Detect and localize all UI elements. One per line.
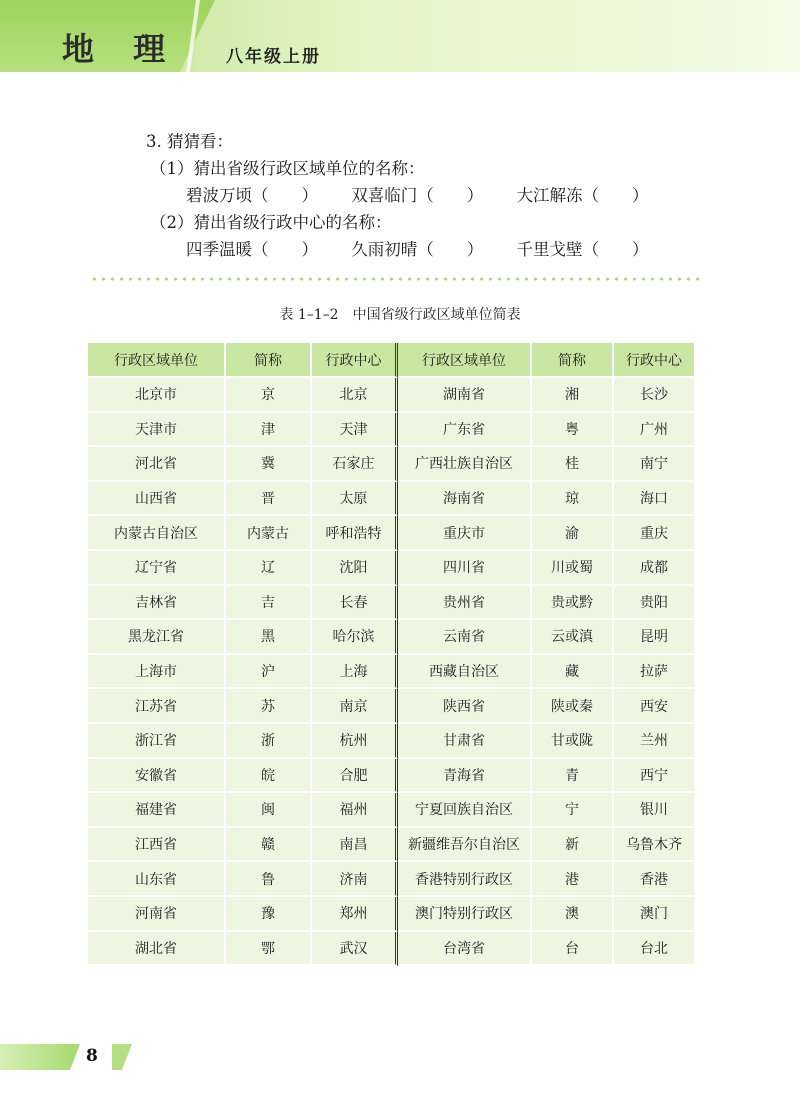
table-cell: 香港特别行政区 <box>398 862 532 897</box>
table-cell: 哈尔滨 <box>312 620 398 655</box>
table-row <box>88 897 696 932</box>
footer-slab <box>0 1044 80 1070</box>
table-cell: 河北省 <box>88 447 226 482</box>
table-cell: 辽宁省 <box>88 551 226 586</box>
table-cell: 长春 <box>312 586 398 621</box>
table-cell: 贵州省 <box>398 586 532 621</box>
table-header-cell: 行政中心 <box>312 343 398 378</box>
grade-label: 八年级上册 <box>226 47 321 67</box>
table-row <box>88 828 696 863</box>
table-cell: 山西省 <box>88 482 226 517</box>
table-cell: 天津市 <box>88 413 226 448</box>
table-cell: 乌鲁木齐 <box>614 828 696 863</box>
table-row <box>88 551 696 586</box>
table-cell: 藏 <box>532 655 614 690</box>
table-cell: 北京 <box>312 378 398 413</box>
table-cell: 青 <box>532 759 614 794</box>
table-cell: 鲁 <box>226 862 312 897</box>
question-part2-items <box>146 236 677 263</box>
table-cell: 沈阳 <box>312 551 398 586</box>
table-caption-number: 表 1–1–2 <box>279 307 339 323</box>
table-cell: 陕或秦 <box>532 689 614 724</box>
table-cell: 云南省 <box>398 620 532 655</box>
riddle-item: 双喜临门（ ） <box>351 186 484 205</box>
table-cell: 湖南省 <box>398 378 532 413</box>
table-cell: 上海 <box>312 655 398 690</box>
table-cell: 渝 <box>532 516 614 551</box>
table-cell: 苏 <box>226 689 312 724</box>
riddle-item: 久雨初晴（ ） <box>351 240 484 259</box>
table-cell: 浙江省 <box>88 724 226 759</box>
table-cell: 昆明 <box>614 620 696 655</box>
province-table <box>88 343 696 966</box>
table-body <box>88 378 696 966</box>
table-cell: 海口 <box>614 482 696 517</box>
table-cell: 川或蜀 <box>532 551 614 586</box>
question-title: 3. 猜猜看： <box>146 132 233 151</box>
table-cell: 澳门 <box>614 897 696 932</box>
table-cell: 广西壮族自治区 <box>398 447 532 482</box>
table-cell: 广东省 <box>398 413 532 448</box>
table-cell: 湘 <box>532 378 614 413</box>
table-cell: 贵或黔 <box>532 586 614 621</box>
table-cell: 北京市 <box>88 378 226 413</box>
table-header-cell: 行政区域单位 <box>88 343 226 378</box>
page-number: 8 <box>86 1046 98 1066</box>
table-cell: 兰州 <box>614 724 696 759</box>
table-cell: 上海市 <box>88 655 226 690</box>
table-cell: 合肥 <box>312 759 398 794</box>
table-cell: 西安 <box>614 689 696 724</box>
table-cell: 广州 <box>614 413 696 448</box>
table-row <box>88 620 696 655</box>
table-cell: 冀 <box>226 447 312 482</box>
table-row <box>88 413 696 448</box>
table-cell: 吉 <box>226 586 312 621</box>
table-row <box>88 447 696 482</box>
table-cell: 杭州 <box>312 724 398 759</box>
table-cell: 银川 <box>614 793 696 828</box>
table-header-cell: 行政区域单位 <box>398 343 532 378</box>
footer-tail <box>112 1044 132 1070</box>
riddle-item: 千里戈壁（ ） <box>516 240 649 259</box>
table-cell: 西藏自治区 <box>398 655 532 690</box>
table-cell: 南昌 <box>312 828 398 863</box>
table-cell: 黑 <box>226 620 312 655</box>
question-part1-items <box>146 182 677 209</box>
table-cell: 台湾省 <box>398 932 532 967</box>
table-cell: 皖 <box>226 759 312 794</box>
table-caption-title: 中国省级行政区域单位简表 <box>352 307 521 323</box>
table-row <box>88 862 696 897</box>
table-cell: 四川省 <box>398 551 532 586</box>
table-row <box>88 759 696 794</box>
table-header-cell: 简称 <box>226 343 312 378</box>
table-cell: 沪 <box>226 655 312 690</box>
table-cell: 山东省 <box>88 862 226 897</box>
table-cell: 南京 <box>312 689 398 724</box>
table-cell: 闽 <box>226 793 312 828</box>
table-cell: 江西省 <box>88 828 226 863</box>
table-cell: 拉萨 <box>614 655 696 690</box>
table-header-cell: 行政中心 <box>614 343 696 378</box>
table-cell: 重庆 <box>614 516 696 551</box>
table-cell: 宁夏回族自治区 <box>398 793 532 828</box>
table-cell: 津 <box>226 413 312 448</box>
dotted-divider <box>90 277 700 281</box>
table-cell: 港 <box>532 862 614 897</box>
table-caption <box>0 304 800 324</box>
table-cell: 石家庄 <box>312 447 398 482</box>
table-header-row <box>88 343 696 378</box>
table-cell: 台北 <box>614 932 696 967</box>
riddle-item: 碧波万顷（ ） <box>186 186 318 205</box>
table-cell: 陕西省 <box>398 689 532 724</box>
table-cell: 京 <box>226 378 312 413</box>
table-cell: 呼和浩特 <box>312 516 398 551</box>
table-cell: 桂 <box>532 447 614 482</box>
table-cell: 辽 <box>226 551 312 586</box>
table-cell: 贵阳 <box>614 586 696 621</box>
table-row <box>88 793 696 828</box>
table-cell: 浙 <box>226 724 312 759</box>
table-cell: 香港 <box>614 862 696 897</box>
table-header-cell: 简称 <box>532 343 614 378</box>
table-cell: 湖北省 <box>88 932 226 967</box>
table-cell: 成都 <box>614 551 696 586</box>
table-cell: 江苏省 <box>88 689 226 724</box>
table-cell: 太原 <box>312 482 398 517</box>
table-cell: 甘或陇 <box>532 724 614 759</box>
table-cell: 赣 <box>226 828 312 863</box>
question-part2-label: （2）猜出省级行政中心的名称： <box>150 213 392 232</box>
table-row <box>88 482 696 517</box>
table-cell: 黑龙江省 <box>88 620 226 655</box>
table-row <box>88 932 696 967</box>
table-cell: 云或滇 <box>532 620 614 655</box>
table-cell: 武汉 <box>312 932 398 967</box>
table-cell: 粤 <box>532 413 614 448</box>
table-cell: 南宁 <box>614 447 696 482</box>
table-row <box>88 724 696 759</box>
question-block <box>146 128 677 263</box>
table-cell: 内蒙古自治区 <box>88 516 226 551</box>
table-cell: 西宁 <box>614 759 696 794</box>
table-cell: 台 <box>532 932 614 967</box>
table-cell: 新疆维吾尔自治区 <box>398 828 532 863</box>
question-part1-label: （1）猜出省级行政区域单位的名称： <box>150 159 425 178</box>
table-cell: 豫 <box>226 897 312 932</box>
table-cell: 郑州 <box>312 897 398 932</box>
subject-title: 地 理 <box>62 30 180 68</box>
table-cell: 鄂 <box>226 932 312 967</box>
table-cell: 吉林省 <box>88 586 226 621</box>
table-cell: 青海省 <box>398 759 532 794</box>
table-cell: 甘肃省 <box>398 724 532 759</box>
table-cell: 新 <box>532 828 614 863</box>
table-row <box>88 655 696 690</box>
table-cell: 天津 <box>312 413 398 448</box>
table-cell: 福建省 <box>88 793 226 828</box>
table-cell: 安徽省 <box>88 759 226 794</box>
table-cell: 琼 <box>532 482 614 517</box>
riddle-item: 大江解冻（ ） <box>516 186 649 205</box>
table-row <box>88 378 696 413</box>
table-row <box>88 586 696 621</box>
table-cell: 长沙 <box>614 378 696 413</box>
table-row <box>88 689 696 724</box>
riddle-item: 四季温暖（ ） <box>186 240 318 259</box>
table-cell: 济南 <box>312 862 398 897</box>
table-cell: 澳 <box>532 897 614 932</box>
table-cell: 宁 <box>532 793 614 828</box>
table-cell: 福州 <box>312 793 398 828</box>
table-cell: 河南省 <box>88 897 226 932</box>
table-cell: 内蒙古 <box>226 516 312 551</box>
table-cell: 海南省 <box>398 482 532 517</box>
table-cell: 重庆市 <box>398 516 532 551</box>
table-cell: 澳门特别行政区 <box>398 897 532 932</box>
table-row <box>88 516 696 551</box>
table-cell: 晋 <box>226 482 312 517</box>
